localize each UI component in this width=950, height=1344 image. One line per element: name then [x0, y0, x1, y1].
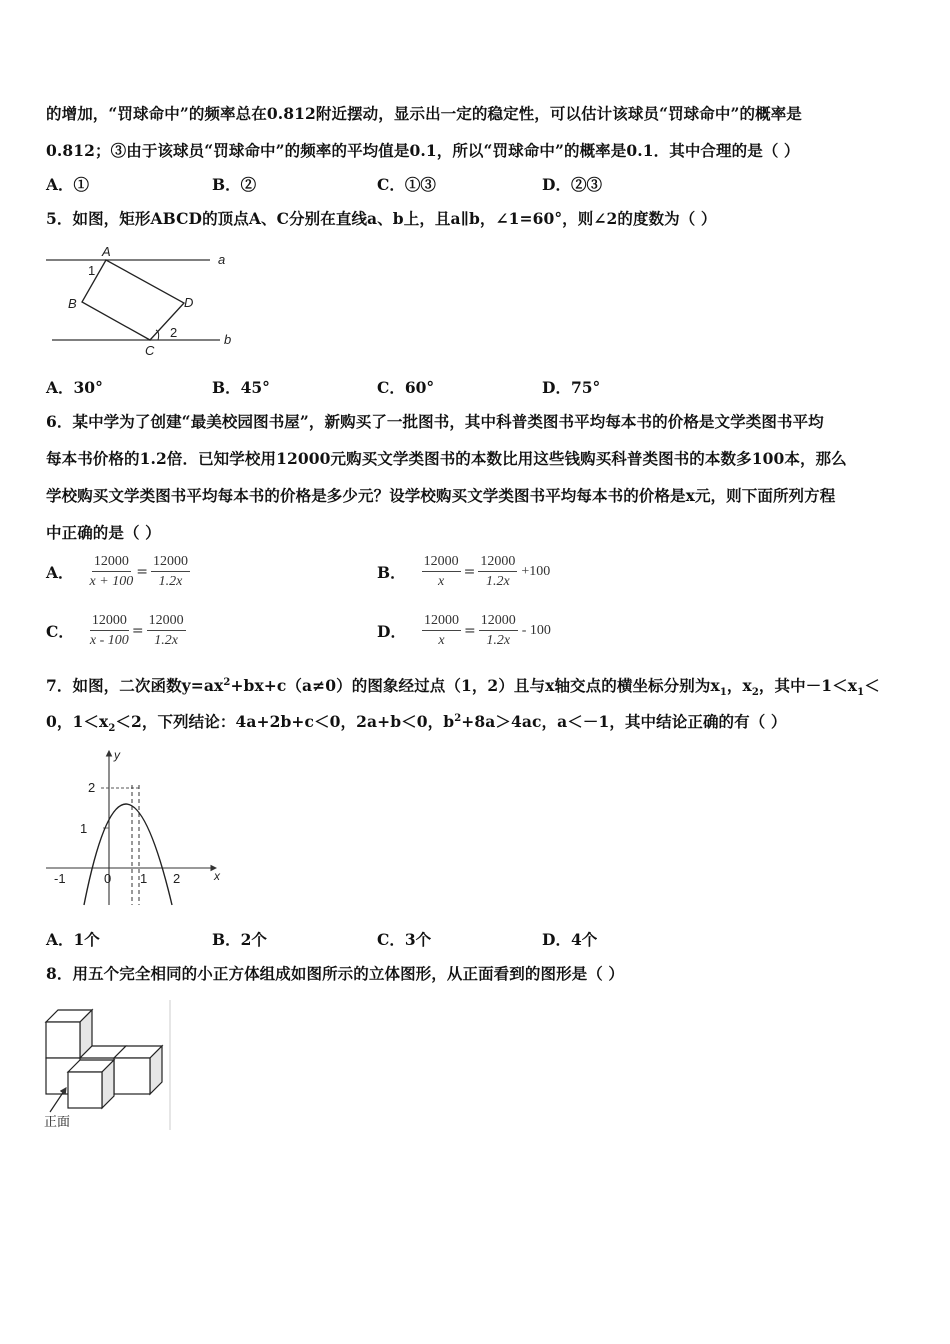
q6-option-d[interactable]: [377, 613, 551, 649]
label-front: 正面: [44, 1114, 71, 1129]
equals-sign: =: [131, 623, 144, 639]
option-label: A．: [46, 563, 74, 582]
q7-option-c[interactable]: C．3个: [377, 930, 432, 949]
parabola-curve: [84, 804, 172, 905]
fraction-left: $\frac{12000}{x}$: [423, 554, 459, 589]
q8-stem: 8．用五个完全相同的小正方体组成如图所示的立体图形，从正面看到的图形是（ ）: [46, 964, 624, 983]
cube-front-front: [68, 1072, 102, 1108]
label-d-vertex: D: [184, 295, 194, 310]
q7-option-d[interactable]: D．4个: [542, 930, 598, 949]
label-c-vertex: C: [145, 343, 155, 358]
q6-line4: 中正确的是（ ）: [46, 523, 161, 542]
label-a-vertex: A: [102, 244, 111, 259]
q5-option-c[interactable]: C．60°: [377, 378, 435, 397]
label-y-2: 2: [88, 780, 96, 795]
q5-option-b[interactable]: B．45°: [212, 378, 270, 397]
equation-tail: - 100: [521, 623, 551, 638]
option-label: C．: [46, 622, 74, 641]
q7-line1: 7．如图，二次函数$y=ax^2+bx+c(a\ne 0)$的图象经过点（1，2）且与x轴交点的横坐标分别为$x_1$，$x_2$，其中$-1<x_1<$: [46, 676, 880, 699]
option-label: B．: [377, 563, 406, 582]
label-angle-2: 2: [170, 325, 178, 340]
fraction-right: $\frac{12000}{1.2x}$: [480, 554, 516, 589]
label-y-1: 1: [80, 821, 88, 836]
label-line-b: b: [224, 332, 232, 347]
label-y-axis: y: [114, 748, 120, 762]
cube-stack-figure: [44, 1000, 174, 1132]
q7-option-a[interactable]: A．1个: [46, 930, 100, 949]
q7-option-b[interactable]: B．2个: [212, 930, 267, 949]
q6-option-a[interactable]: [46, 554, 192, 590]
q6-line3: 学校购买文学类图书平均每本书的价格是多少元？设学校购买文学类图书平均每本书的价格是x元，则下面所列方程: [46, 486, 836, 505]
q6-line1: 6．某中学为了创建“最美校园图书屋”，新购买了一批图书，其中科普类图书平均每本书的价格是文学类图书平均: [46, 412, 824, 431]
q4-option-b[interactable]: B．②: [212, 175, 257, 194]
fraction-left: $\frac{12000}{x + 100}$: [89, 554, 134, 589]
fraction-right: $\frac{12000}{1.2x}$: [148, 613, 184, 648]
q6-option-c[interactable]: [46, 613, 188, 649]
label-x-1: 1: [140, 871, 148, 886]
cube-right-front: [114, 1058, 150, 1094]
option-label: D．: [377, 622, 406, 641]
q7-line2: 0，$1<x_2<2$，下列结论：4a+2b+c＜0，2a+b＜0，$b^2+8a>4ac$，a＜－1，其中结论正确的有（ ）: [46, 712, 787, 735]
rectangle-parallel-lines-figure: [44, 240, 234, 360]
q5-option-a[interactable]: A．30°: [46, 378, 103, 397]
label-angle-1: 1: [88, 263, 96, 278]
equals-sign: =: [463, 623, 476, 639]
parabola-graph-figure: [44, 745, 229, 910]
equals-sign: =: [463, 564, 476, 580]
label-origin: 0: [104, 871, 112, 886]
rectangle-abcd: [82, 260, 184, 340]
q4-line2: 0.812；③由于该球员“罚球命中”的频率的平均值是0.1，所以“罚球命中”的概率是0.1．其中合理的是（ ）: [46, 141, 800, 160]
angle-2-arc: [156, 330, 159, 340]
q5-stem: 5．如图，矩形ABCD的顶点A、C分别在直线a、b上，且a∥b，∠1=60°，则∠2的度数为（ ）: [46, 209, 717, 228]
fraction-left: $\frac{12000}{x}$: [423, 613, 459, 648]
q4-line1: 的增加，“罚球命中”的频率总在0.812附近摆动，显示出一定的稳定性，可以估计该球员“罚球命中”的概率是: [46, 104, 802, 123]
fraction-right: $\frac{12000}{1.2x}$: [480, 613, 516, 648]
cube-top-front: [46, 1022, 80, 1058]
q4-option-c[interactable]: C．①③: [377, 175, 436, 194]
label-line-a: a: [218, 252, 226, 267]
q4-option-a[interactable]: A．①: [46, 175, 90, 194]
q5-option-d[interactable]: D．75°: [542, 378, 601, 397]
q6-option-b[interactable]: [377, 554, 550, 590]
q6-line2: 每本书价格的1.2倍．已知学校用12000元购买文学类图书的本数比用这些钱购买科普类图书的本数多100本，那么: [46, 449, 847, 468]
label-x-neg1: -1: [54, 871, 66, 886]
label-x-2: 2: [173, 871, 181, 886]
equation-tail: +100: [521, 564, 551, 579]
equals-sign: =: [136, 564, 148, 580]
label-x-axis: x: [214, 869, 220, 883]
q4-option-d[interactable]: D．②③: [542, 175, 602, 194]
label-b-vertex: B: [68, 296, 77, 311]
fraction-left: $\frac{12000}{x - 100}$: [89, 613, 129, 648]
fraction-right: $\frac{12000}{1.2x}$: [152, 554, 188, 589]
